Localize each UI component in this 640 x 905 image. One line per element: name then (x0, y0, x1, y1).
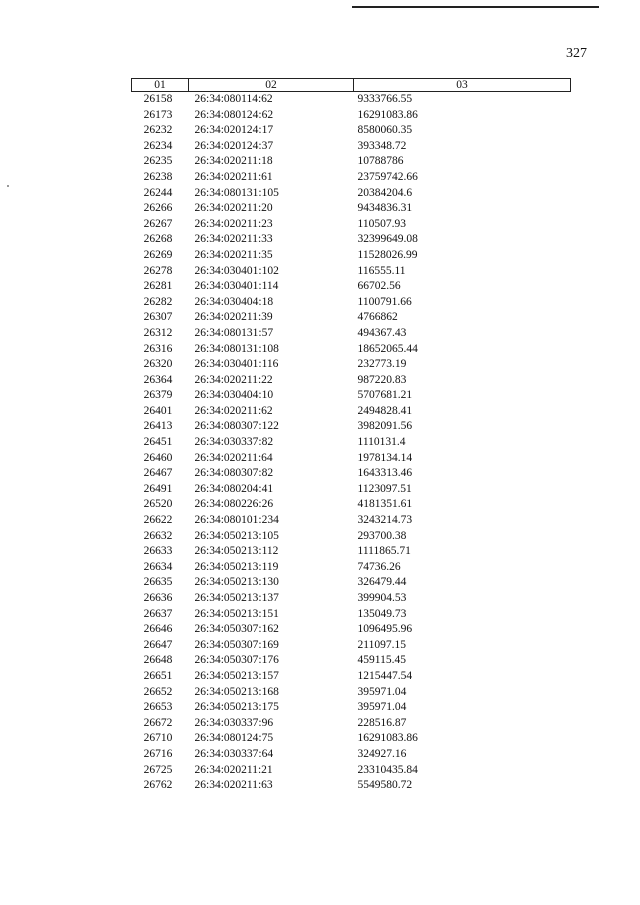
cadastral-number-cell: 26:34:020211:18 (194, 155, 273, 168)
table-row (132, 778, 571, 794)
value-cell: 1215447.54 (357, 669, 413, 682)
cadastral-number-cell: 26:34:080131:57 (194, 326, 274, 339)
table-row (132, 607, 571, 623)
cadastral-number-cell: 26:34:050213:112 (194, 545, 279, 558)
value-cell: 211097.15 (357, 638, 406, 651)
cadastral-number-cell: 26:34:020211:62 (194, 404, 273, 417)
cadastral-number-cell: 26:34:050213:119 (194, 560, 279, 573)
row-id-cell: 26232 (143, 124, 173, 137)
value-cell: 74736.26 (357, 560, 401, 573)
cadastral-number-cell: 26:34:050213:137 (194, 592, 279, 604)
cadastral-number-cell: 26:34:080101:234 (194, 514, 279, 527)
table-row (132, 154, 571, 170)
value-cell: 3982091.56 (357, 420, 413, 433)
table-row (132, 716, 571, 732)
value-cell: 23759742.66 (357, 170, 418, 183)
value-cell: 1100791.66 (357, 295, 412, 308)
row-id-cell: 26268 (143, 233, 173, 246)
value-cell: 324927.16 (357, 747, 407, 760)
cadastral-number-cell: 26:34:030337:64 (194, 747, 274, 760)
table-row (132, 326, 571, 342)
row-id-cell: 26238 (143, 170, 173, 183)
cadastral-number-cell: 26:34:080124:62 (194, 108, 274, 121)
table-row (132, 419, 571, 435)
row-id-cell: 26635 (143, 576, 173, 589)
row-id-cell: 26379 (143, 389, 173, 402)
page-number: 327 (566, 46, 587, 61)
table-row (132, 544, 571, 560)
table-row (132, 747, 571, 763)
value-cell: 32399649.08 (357, 233, 418, 246)
table-row (132, 482, 571, 498)
cadastral-number-cell: 26:34:050213:105 (194, 529, 279, 542)
cadastral-number-cell: 26:34:020211:35 (194, 248, 273, 261)
header-row (132, 79, 571, 92)
row-id-cell: 26653 (143, 701, 173, 714)
row-id-cell: 26282 (143, 295, 173, 308)
value-cell: 9333766.55 (357, 93, 413, 105)
value-cell: 228516.87 (357, 716, 407, 729)
value-cell: 395971.04 (357, 701, 407, 714)
cadastral-number-cell: 26:34:050307:176 (194, 654, 279, 667)
cadastral-number-cell: 26:34:020211:63 (194, 779, 273, 792)
value-cell: 66702.56 (357, 280, 401, 293)
cadastral-number-cell: 26:34:080114:62 (194, 93, 273, 105)
table-row (132, 669, 571, 685)
table-row (132, 435, 571, 451)
table-row (132, 279, 571, 295)
row-id-cell: 26632 (143, 529, 173, 542)
table-row (132, 123, 571, 139)
table-row (132, 342, 571, 358)
value-cell: 399904.53 (357, 592, 407, 604)
cadastral-number-cell: 26:34:020211:61 (194, 170, 273, 183)
table-row (132, 731, 571, 747)
top-rule (352, 6, 599, 8)
value-cell: 1123097.51 (357, 482, 412, 495)
cadastral-number-cell: 26:34:030401:114 (194, 280, 279, 293)
row-id-cell: 26234 (143, 139, 173, 152)
table-body (132, 92, 571, 794)
cadastral-number-cell: 26:34:030404:10 (194, 389, 274, 402)
header-col-02: 02 (189, 79, 354, 92)
value-cell: 11528026.99 (357, 248, 418, 261)
row-id-cell: 26158 (143, 93, 173, 105)
cadastral-number-cell: 26:34:050213:151 (194, 607, 279, 620)
value-cell: 459115.45 (357, 654, 406, 667)
cadastral-number-cell: 26:34:020211:21 (194, 763, 273, 776)
value-cell: 23310435.84 (357, 763, 418, 776)
value-cell: 4181351.61 (357, 498, 413, 511)
row-id-cell: 26316 (143, 342, 173, 355)
row-id-cell: 26652 (143, 685, 173, 698)
cadastral-number-cell: 26:34:050213:157 (194, 669, 279, 682)
row-id-cell: 26634 (143, 560, 173, 573)
row-id-cell: 26320 (143, 358, 173, 371)
row-id-cell: 26244 (143, 186, 173, 199)
value-cell: 18652065.44 (357, 342, 418, 355)
row-id-cell: 26451 (143, 436, 173, 449)
row-id-cell: 26413 (143, 420, 173, 433)
value-cell: 232773.19 (357, 358, 407, 371)
value-cell: 1643313.46 (357, 467, 413, 480)
cadastral-number-cell: 26:34:020124:37 (194, 139, 274, 152)
row-id-cell: 26672 (143, 716, 173, 729)
row-id-cell: 26267 (143, 217, 173, 230)
row-id-cell: 26762 (143, 779, 173, 792)
data-table (131, 78, 571, 794)
value-cell: 4766862 (357, 311, 398, 324)
table-row (132, 451, 571, 467)
table-row (132, 170, 571, 186)
row-id-cell: 26647 (143, 638, 173, 651)
cadastral-number-cell: 26:34:030337:96 (194, 716, 274, 729)
table-row (132, 248, 571, 264)
cadastral-number-cell: 26:34:020211:23 (194, 217, 273, 230)
header-col-01: 01 (132, 79, 189, 92)
value-cell: 393348.72 (357, 139, 407, 152)
cadastral-number-cell: 26:34:080124:75 (194, 732, 274, 745)
value-cell: 1110131.4 (357, 436, 406, 449)
value-cell: 326479.44 (357, 576, 407, 589)
value-cell: 5707681.21 (357, 389, 413, 402)
cadastral-number-cell: 26:34:020211:33 (194, 233, 273, 246)
value-cell: 20384204.6 (357, 186, 413, 199)
table-row (132, 357, 571, 373)
row-id-cell: 26710 (143, 732, 173, 745)
value-cell: 494367.43 (357, 326, 407, 339)
value-cell: 16291083.86 (357, 108, 418, 121)
cadastral-number-cell: 26:34:080307:122 (194, 420, 279, 433)
value-cell: 1111865.71 (357, 545, 411, 558)
table-row (132, 201, 571, 217)
table-row (132, 404, 571, 420)
cadastral-number-cell: 26:34:080307:82 (194, 467, 274, 480)
row-id-cell: 26725 (143, 763, 173, 776)
cadastral-number-cell: 26:34:030337:82 (194, 436, 274, 449)
table-row (132, 700, 571, 716)
cadastral-number-cell: 26:34:020211:20 (194, 202, 273, 215)
value-cell: 2494828.41 (357, 404, 413, 417)
row-id-cell: 26281 (143, 280, 173, 293)
row-id-cell: 26491 (143, 482, 173, 495)
table-row (132, 685, 571, 701)
cadastral-number-cell: 26:34:050213:175 (194, 701, 279, 714)
row-id-cell: 26636 (143, 592, 173, 604)
row-id-cell: 26460 (143, 451, 173, 464)
cadastral-number-cell: 26:34:080131:105 (194, 186, 279, 199)
value-cell: 8580060.35 (357, 124, 413, 137)
table-row (132, 513, 571, 529)
table-row (132, 653, 571, 669)
table-row (132, 638, 571, 654)
row-id-cell: 26622 (143, 514, 173, 527)
cadastral-number-cell: 26:34:020124:17 (194, 124, 274, 137)
cadastral-number-cell: 26:34:050307:162 (194, 623, 279, 636)
row-id-cell: 26633 (143, 545, 173, 558)
table-header (132, 79, 571, 92)
table-row (132, 575, 571, 591)
table-row (132, 529, 571, 545)
value-cell: 16291083.86 (357, 732, 418, 745)
cadastral-number-cell: 26:34:050213:168 (194, 685, 279, 698)
cadastral-number-cell: 26:34:080131:108 (194, 342, 279, 355)
table-row (132, 560, 571, 576)
cadastral-number-cell: 26:34:050213:130 (194, 576, 279, 589)
header-col-03: 03 (354, 79, 571, 92)
table-row (132, 186, 571, 202)
row-id-cell: 26278 (143, 264, 173, 277)
row-id-cell: 26716 (143, 747, 173, 760)
row-id-cell: 26467 (143, 467, 173, 480)
table-row (132, 763, 571, 779)
value-cell: 116555.11 (357, 264, 406, 277)
table-row (132, 310, 571, 326)
value-cell: 395971.04 (357, 685, 407, 698)
cadastral-number-cell: 26:34:030401:102 (194, 264, 279, 277)
cadastral-number-cell: 26:34:080204:41 (194, 482, 274, 495)
value-cell: 5549580.72 (357, 779, 413, 792)
row-id-cell: 26401 (143, 404, 173, 417)
value-cell: 110507.93 (357, 217, 406, 230)
scan-speck (7, 185, 9, 187)
value-cell: 1096495.96 (357, 623, 413, 636)
table-row (132, 92, 571, 108)
row-id-cell: 26266 (143, 202, 173, 215)
value-cell: 9434836.31 (357, 202, 413, 215)
row-id-cell: 26364 (143, 373, 173, 386)
value-cell: 293700.38 (357, 529, 407, 542)
row-id-cell: 26651 (143, 669, 173, 682)
row-id-cell: 26648 (143, 654, 173, 667)
table-row (132, 264, 571, 280)
cadastral-number-cell: 26:34:020211:39 (194, 311, 273, 324)
table-row (132, 373, 571, 389)
cadastral-number-cell: 26:34:050307:169 (194, 638, 279, 651)
cadastral-number-cell: 26:34:030401:116 (194, 358, 279, 371)
table-row (132, 497, 571, 513)
value-cell: 1978134.14 (357, 451, 413, 464)
row-id-cell: 26312 (143, 326, 173, 339)
table-row (132, 622, 571, 638)
cadastral-number-cell: 26:34:030404:18 (194, 295, 274, 308)
row-id-cell: 26520 (143, 498, 173, 511)
row-id-cell: 26637 (143, 607, 173, 620)
table-row (132, 466, 571, 482)
cadastral-number-cell: 26:34:020211:22 (194, 373, 273, 386)
row-id-cell: 26307 (143, 311, 173, 324)
row-id-cell: 26235 (143, 155, 173, 168)
table-row (132, 295, 571, 311)
value-cell: 3243214.73 (357, 514, 413, 527)
table-row (132, 108, 571, 124)
table-row (132, 388, 571, 404)
row-id-cell: 26269 (143, 248, 173, 261)
row-id-cell: 26646 (143, 623, 173, 636)
value-cell: 10788786 (357, 155, 404, 168)
row-id-cell: 26173 (143, 108, 173, 121)
value-cell: 135049.73 (357, 607, 407, 620)
table-row (132, 139, 571, 155)
cadastral-number-cell: 26:34:080226:26 (194, 498, 274, 511)
table-row (132, 217, 571, 233)
table-row (132, 591, 571, 607)
table-row (132, 232, 571, 248)
cadastral-number-cell: 26:34:020211:64 (194, 451, 273, 464)
value-cell: 987220.83 (357, 373, 407, 386)
